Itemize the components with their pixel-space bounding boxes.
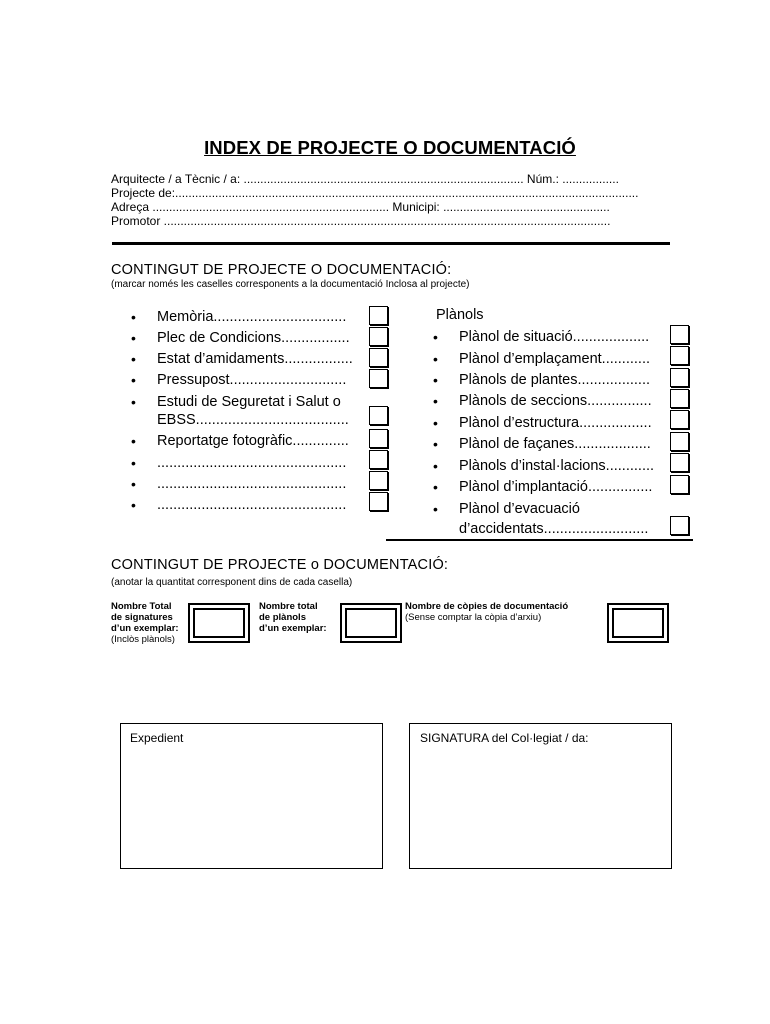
- bullet-icon: •: [433, 501, 438, 517]
- item-amidaments: Estat d’amidaments.................: [157, 351, 353, 367]
- checkbox-plec[interactable]: [369, 327, 388, 346]
- signature-panel[interactable]: [409, 723, 672, 869]
- bullet-icon: •: [131, 394, 136, 410]
- checkbox-reportatge[interactable]: [369, 429, 388, 448]
- item-pressupost: Pressupost.............................: [157, 372, 347, 388]
- section-note: (anotar la quantitat corresponent dins de cada casella): [111, 577, 353, 588]
- bullet-icon: •: [131, 455, 136, 471]
- item-situacio: Plànol de situació...................: [459, 329, 650, 345]
- bullet-icon: •: [131, 309, 136, 325]
- item-plec: Plec de Condicions.................: [157, 330, 350, 346]
- item-estructura: Plànol d’estructura..................: [459, 415, 652, 431]
- document-title: INDEX DE PROJECTE O DOCUMENTACIÓ: [204, 137, 576, 158]
- bullet-icon: •: [433, 393, 438, 409]
- checkbox-emplacament[interactable]: [670, 346, 689, 365]
- bullet-icon: •: [131, 433, 136, 449]
- bullet-icon: •: [433, 436, 438, 452]
- item-implantacio: Plànol d’implantació................: [459, 479, 653, 495]
- section-note: (marcar només les caselles corresponents a la documentació Inclosa al projecte): [111, 279, 470, 290]
- bullet-icon: •: [433, 458, 438, 474]
- bullet-icon: •: [433, 372, 438, 388]
- bullet-icon: •: [433, 479, 438, 495]
- expedient-panel[interactable]: [120, 723, 383, 869]
- promoter-field[interactable]: Promotor ......................................................................................................................................: [111, 214, 611, 228]
- section-title: CONTINGUT DE PROJECTE o DOCUMENTACIÓ:: [111, 557, 449, 573]
- checkbox-implantacio[interactable]: [670, 475, 689, 494]
- checkbox-blank-3[interactable]: [369, 492, 388, 511]
- item-blank-1[interactable]: ...............................................: [157, 455, 347, 471]
- architect-field[interactable]: Arquitecte / a Tècnic / a: .................................................................................... Núm.: .................: [111, 172, 619, 186]
- bullet-icon: •: [433, 329, 438, 345]
- item-ebss: EBSS......................................: [157, 412, 349, 428]
- checkbox-amidaments[interactable]: [369, 348, 388, 367]
- bullet-icon: •: [131, 476, 136, 492]
- bullet-icon: •: [131, 330, 136, 346]
- item-blank-3[interactable]: ...............................................: [157, 497, 347, 513]
- item-evacuacio: Plànol d’evacuació: [459, 501, 580, 517]
- item-seccions: Plànols de seccions................: [459, 393, 652, 409]
- item-memoria: Memòria.................................: [157, 309, 347, 325]
- copies-count-box[interactable]: [607, 603, 669, 643]
- project-field[interactable]: Projecte de:...........................................................................................................................................: [111, 186, 639, 200]
- item-installacions: Plànols d’instal·lacions............: [459, 458, 655, 474]
- item-seguretat: Estudi de Seguretat i Salut o: [157, 394, 341, 410]
- item-plantes: Plànols de plantes..................: [459, 372, 651, 388]
- checkbox-facanes[interactable]: [670, 432, 689, 451]
- item-facanes: Plànol de façanes...................: [459, 436, 651, 452]
- bullet-icon: •: [131, 372, 136, 388]
- checkbox-situacio[interactable]: [670, 325, 689, 344]
- checkbox-pressupost[interactable]: [369, 369, 388, 388]
- checkbox-evacuacio[interactable]: [670, 516, 689, 535]
- bullet-icon: •: [131, 497, 136, 513]
- address-field[interactable]: Adreça ....................................................................... Municipi: ..................................................: [111, 200, 610, 214]
- plans-count-box[interactable]: [340, 603, 402, 643]
- plans-count-label: Nombre total de plànols d’un exemplar:: [259, 601, 327, 634]
- signatures-label: Nombre Total de signatures d’un exemplar: (Inclòs plànols): [111, 601, 179, 645]
- checkbox-seguretat[interactable]: [369, 406, 388, 425]
- checkbox-seccions[interactable]: [670, 389, 689, 408]
- copies-label: Nombre de còpies de documentació (Sense comptar la còpia d’arxiu): [405, 601, 569, 623]
- checkbox-installacions[interactable]: [670, 453, 689, 472]
- checkbox-memoria[interactable]: [369, 306, 388, 325]
- bullet-icon: •: [433, 351, 438, 367]
- bullet-icon: •: [433, 415, 438, 431]
- item-emplacament: Plànol d’emplaçament............: [459, 351, 651, 367]
- item-reportatge: Reportatge fotogràfic..............: [157, 433, 349, 449]
- checkbox-estructura[interactable]: [670, 410, 689, 429]
- checkbox-blank-2[interactable]: [369, 471, 388, 490]
- divider: [112, 242, 670, 245]
- expedient-label: Expedient: [130, 731, 184, 745]
- divider: [386, 539, 693, 541]
- section-title: CONTINGUT DE PROJECTE O DOCUMENTACIÓ:: [111, 262, 452, 278]
- checkbox-plantes[interactable]: [670, 368, 689, 387]
- item-accidentats: d’accidentats..........................: [459, 521, 649, 537]
- item-blank-2[interactable]: ...............................................: [157, 476, 347, 492]
- checkbox-blank-1[interactable]: [369, 450, 388, 469]
- plans-heading: Plànols: [436, 307, 484, 323]
- signature-label: SIGNATURA del Col·legiat / da:: [420, 731, 589, 745]
- signatures-count-box[interactable]: [188, 603, 250, 643]
- bullet-icon: •: [131, 351, 136, 367]
